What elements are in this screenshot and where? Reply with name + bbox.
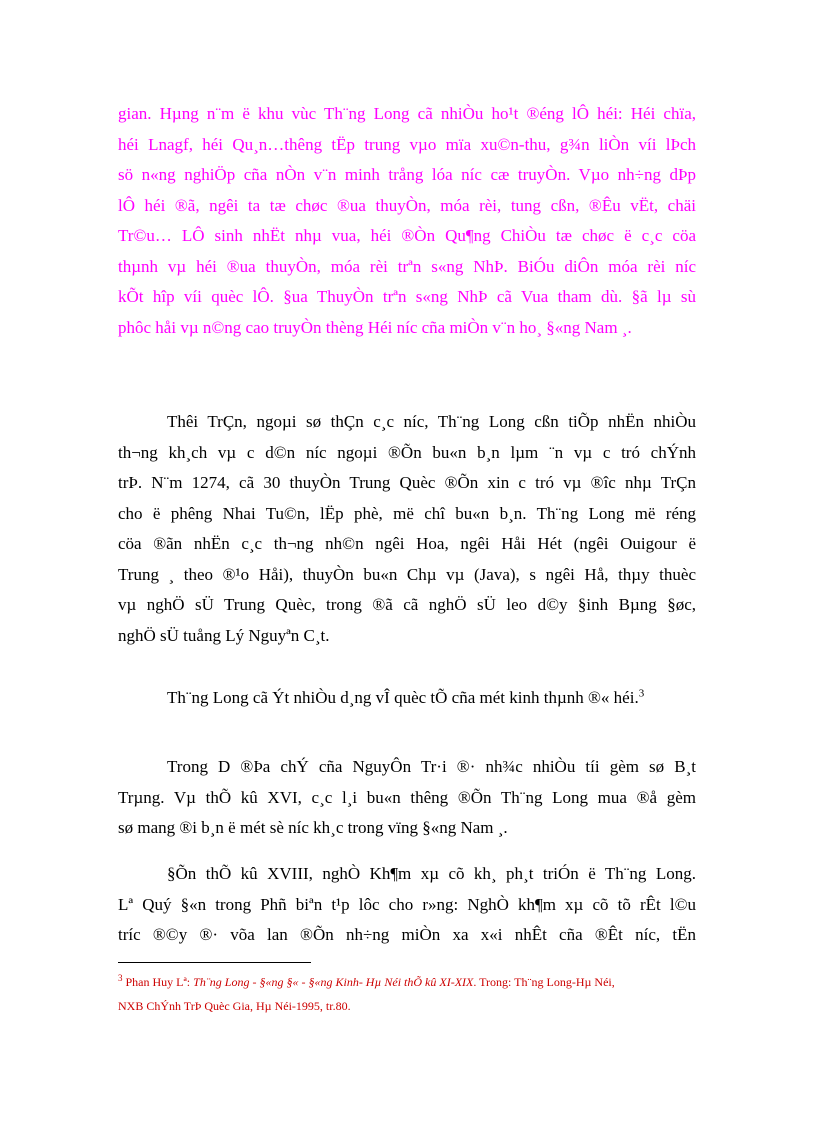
paragraph-2 xyxy=(118,407,696,651)
footnote-line-1 xyxy=(118,970,696,994)
footnote-line-2: NXB ChÝnh TrÞ Quèc Gia, Hµ Néi-1995, tr.80. xyxy=(118,999,351,1013)
footnote-author: Phan Huy Lª: xyxy=(125,975,194,989)
footnote-separator xyxy=(118,962,311,963)
paragraph-line: phôc håi vµ n©ng cao truyÒn thèng Héi níc cña miÒn v¨n ho¸ §«ng Nam ¸. xyxy=(118,317,632,337)
paragraph-text: Th¨ng Long cã Ýt nhiÒu d¸ng vÎ quèc tÕ cña mét kinh thµnh ®« héi. xyxy=(167,688,639,707)
paragraph-line: kÕt hîp víi quèc lÔ. §ua ThuyÒn trªn s«ng NhÞ cã Vua tham dù. §ã lµ sù xyxy=(118,287,696,306)
paragraph-line: cöa ®ãn nhËn c¸c th¬ng nh©n ngêi Hoa, ngêi Håi Hét (ngêi Ouigour ë xyxy=(118,534,696,553)
paragraph-4 xyxy=(118,752,696,844)
footnote-source: . Trong: Th¨ng Long-Hµ Néi, xyxy=(473,975,615,989)
footnote-title: Th¨ng Long - §«ng §« - §«ng Kinh- Hµ Néi thÕ kû XI-XIX xyxy=(193,975,474,989)
paragraph-line: héi Lnagf, héi Qu¸n…thêng tËp trung vµo mïa xu©n-thu, g¾n liÒn víi lÞch xyxy=(118,134,696,154)
paragraph-line: sö n«ng nghiÖp cña nÒn v¨n minh trång lóa níc cæ truyÒn. Vµo nh÷ng dÞp xyxy=(118,165,696,184)
footnote-area xyxy=(118,970,696,1018)
paragraph-line: nghÖ sÜ tuång Lý Nguyªn C¸t. xyxy=(118,625,330,645)
paragraph-line: th¬ng kh¸ch vµ c d©n níc ngoµi ®Õn bu«n b¸n lµm ¨n vµ c tró chÝnh xyxy=(118,442,696,462)
paragraph-line: lÔ héi ®ã, ngêi ta tæ chøc ®ua thuyÒn, móa rèi, tung cßn, ®Êu vËt, chäi xyxy=(118,195,696,215)
paragraph-5 xyxy=(118,859,696,951)
paragraph-line: Tr©u… LÔ sinh nhËt nhµ vua, héi ®Òn Qu¶ng ChiÒu tæ chøc ë c¸c cöa xyxy=(118,226,696,245)
paragraph-line: thµnh vµ héi ®ua thuyÒn, móa rèi trªn s«ng NhÞ. BiÓu diÔn móa rèi níc xyxy=(118,256,696,276)
paragraph-line: Trung ¸ theo ®¹o Håi), thuyÒn bu«n Chµ vµ (Java), s ngêi Hå, thµy thuèc xyxy=(118,564,696,584)
paragraph-line: Lª Quý §«n trong Phñ biªn t¹p lôc cho r»ng: NghÒ kh¶m xµ cõ tõ rÊt l©u xyxy=(118,894,696,914)
footnote-reference[interactable]: 3 xyxy=(638,687,645,700)
paragraph-line: Trµng. Vµ thÕ kû XVI, c¸c l¸i bu«n thêng ®Õn Th¨ng Long mua ®å gèm xyxy=(118,787,696,807)
paragraph-line: Trong D ®Þa chÝ cña NguyÔn Tr·i ®· nh¾c nhiÒu tíi gèm sø B¸t xyxy=(167,757,696,776)
paragraph-line: vµ nghÖ sÜ Trung Quèc, trong ®ã cã nghÖ sÜ leo d©y §inh Bµng §øc, xyxy=(118,595,696,614)
footnote-mark: 3 xyxy=(118,973,123,983)
paragraph-line: tríc ®©y ®· võa lan ®Õn nh÷ng miÒn xa x«i nhÊt cña ®Êt níc, tËn xyxy=(118,925,696,944)
paragraph-1 xyxy=(118,99,696,343)
paragraph-line: trÞ. N¨m 1274, cã 30 thuyÒn Trung Quèc ®Õn xin c tró vµ ®îc nhµ TrÇn xyxy=(118,473,696,492)
paragraph-line: Thêi TrÇn, ngoµi sø thÇn c¸c níc, Th¨ng Long cßn tiÕp nhËn nhiÒu xyxy=(167,412,696,431)
paragraph-line: sø mang ®i b¸n ë mét sè níc kh¸c trong vïng §«ng Nam ¸. xyxy=(118,818,508,837)
paragraph-line xyxy=(118,683,696,714)
paragraph-3 xyxy=(118,683,696,714)
paragraph-line: cho ë phêng Nhai Tu©n, lËp phè, më chî bu«n b¸n. Th¨ng Long më réng xyxy=(118,503,696,523)
paragraph-line: gian. Hµng n¨m ë khu vùc Th¨ng Long cã nhiÒu ho¹t ®éng lÔ héi: Héi chïa, xyxy=(118,104,696,123)
paragraph-line: §Õn thÕ kû XVIII, nghÒ Kh¶m xµ cõ kh¸ ph¸t triÓn ë Th¨ng Long. xyxy=(167,864,696,883)
